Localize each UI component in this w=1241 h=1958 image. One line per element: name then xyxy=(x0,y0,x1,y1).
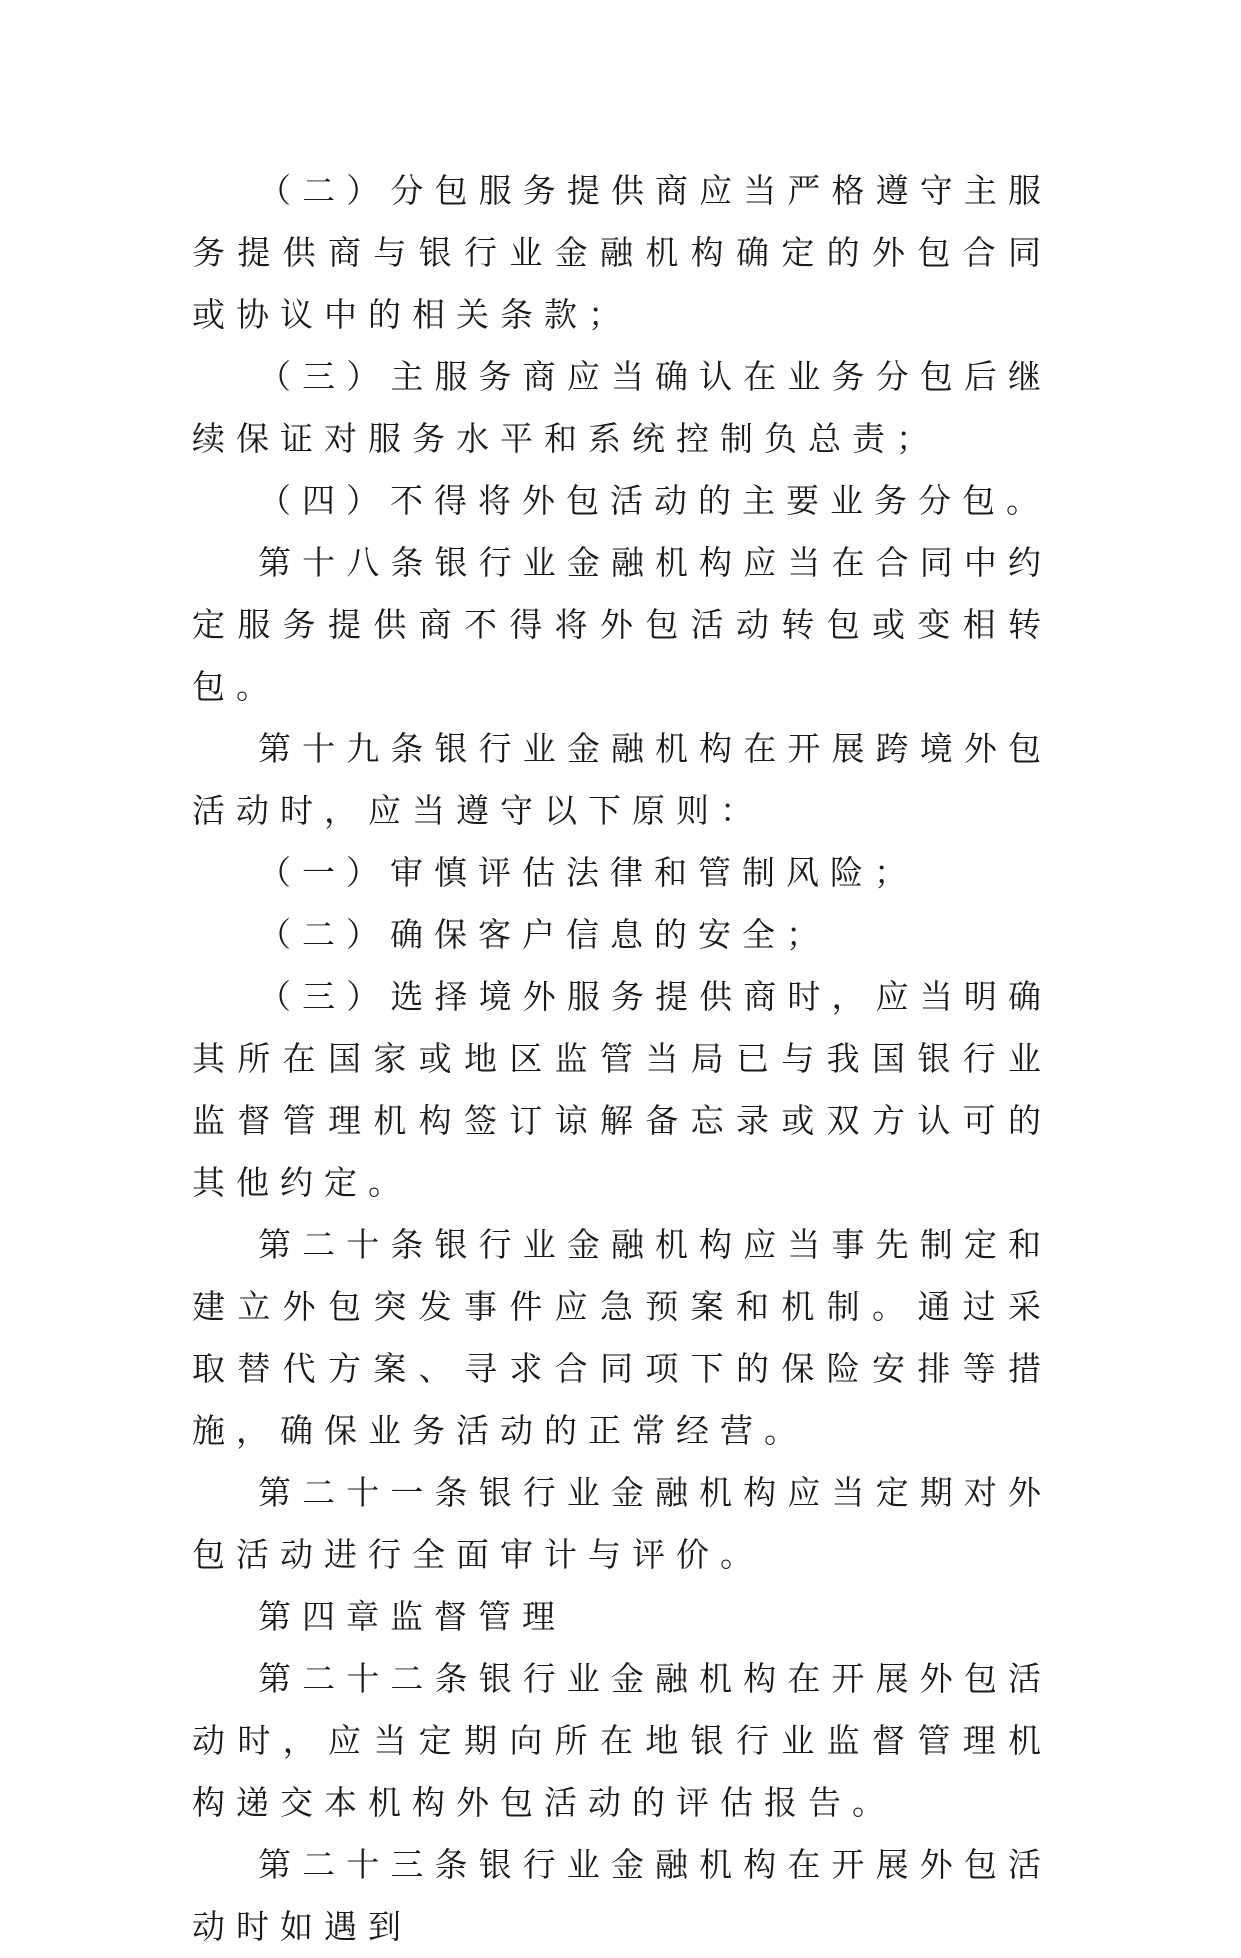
article-paragraph: 第二十三条银行业金融机构在开展外包活动时如遇到 xyxy=(192,1845,1052,1946)
article-paragraph: 第二十一条银行业金融机构应当定期对外包活动进行全面审计与评价。 xyxy=(192,1473,1052,1574)
chapter-heading: 第四章监督管理 xyxy=(258,1597,566,1636)
article-paragraph: 第二十二条银行业金融机构在开展外包活动时，应当定期向所在地银行业监督管理机构递交本机构外包活动的评估报告。 xyxy=(192,1659,1052,1822)
document-body xyxy=(192,160,1052,1958)
clause-paragraph: （三）选择境外服务提供商时，应当明确其所在国家或地区监管当局已与我国银行业监督管理机构签订谅解备忘录或双方认可的其他约定。 xyxy=(192,977,1052,1202)
clause-paragraph: （二）分包服务提供商应当严格遵守主服务提供商与银行业金融机构确定的外包合同或协议中的相关条款； xyxy=(192,171,1052,334)
clause-paragraph: （三）主服务商应当确认在业务分包后继续保证对服务水平和系统控制负总责； xyxy=(192,357,1052,458)
article-paragraph: 第二十条银行业金融机构应当事先制定和建立外包突发事件应急预案和机制。通过采取替代方案、寻求合同项下的保险安排等措施，确保业务活动的正常经营。 xyxy=(192,1225,1052,1450)
clause-paragraph: （四）不得将外包活动的主要业务分包。 xyxy=(258,481,1050,520)
clause-paragraph: （一）审慎评估法律和管制风险； xyxy=(258,853,918,892)
article-paragraph: 第十九条银行业金融机构在开展跨境外包活动时，应当遵守以下原则： xyxy=(192,729,1052,830)
clause-paragraph: （二）确保客户信息的安全； xyxy=(258,915,830,954)
article-paragraph: 第十八条银行业金融机构应当在合同中约定服务提供商不得将外包活动转包或变相转包。 xyxy=(192,543,1052,706)
